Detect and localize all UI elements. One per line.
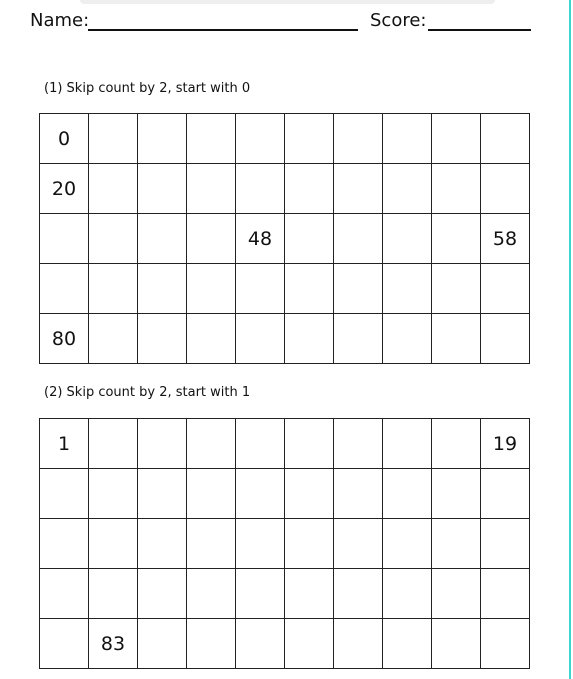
- grid-cell[interactable]: [285, 519, 334, 569]
- grid-cell[interactable]: [236, 619, 285, 669]
- grid-cell[interactable]: [236, 314, 285, 364]
- grid-cell[interactable]: [334, 469, 383, 519]
- grid-cell[interactable]: [138, 619, 187, 669]
- grid-cell[interactable]: [383, 519, 432, 569]
- grid-cell[interactable]: 19: [481, 419, 530, 469]
- grid-cell[interactable]: 48: [236, 214, 285, 264]
- grid-cell[interactable]: [89, 114, 138, 164]
- grid-cell[interactable]: [334, 519, 383, 569]
- grid-cell[interactable]: [187, 519, 236, 569]
- grid-cell[interactable]: [285, 419, 334, 469]
- grid-cell[interactable]: [236, 469, 285, 519]
- grid-cell[interactable]: [334, 214, 383, 264]
- grid-cell[interactable]: [432, 314, 481, 364]
- grid-cell[interactable]: [138, 569, 187, 619]
- grid-cell[interactable]: [285, 214, 334, 264]
- worksheet-header: [0, 0, 569, 40]
- grid-cell[interactable]: [481, 469, 530, 519]
- grid-cell[interactable]: [236, 419, 285, 469]
- grid-cell[interactable]: [236, 114, 285, 164]
- grid-row: [40, 619, 530, 669]
- grid-cell[interactable]: [334, 619, 383, 669]
- grid-cell[interactable]: [285, 469, 334, 519]
- section-2-instruction: (2) Skip count by 2, start with 1: [44, 385, 251, 400]
- grid-cell[interactable]: [285, 264, 334, 314]
- grid-cell[interactable]: [40, 264, 89, 314]
- grid-cell[interactable]: [432, 469, 481, 519]
- score-field-line[interactable]: [428, 29, 531, 31]
- grid-cell[interactable]: [383, 214, 432, 264]
- grid-cell[interactable]: [236, 164, 285, 214]
- grid-cell[interactable]: [138, 469, 187, 519]
- grid-row: [40, 164, 530, 214]
- grid-cell[interactable]: [40, 569, 89, 619]
- grid-cell[interactable]: [187, 314, 236, 364]
- grid-cell[interactable]: [334, 314, 383, 364]
- grid-row: [40, 264, 530, 314]
- grid-cell[interactable]: [40, 469, 89, 519]
- grid-cell[interactable]: [187, 619, 236, 669]
- grid-cell[interactable]: [334, 114, 383, 164]
- grid-cell[interactable]: [432, 619, 481, 669]
- grid-cell[interactable]: [89, 519, 138, 569]
- grid-cell[interactable]: [187, 114, 236, 164]
- grid-cell[interactable]: [187, 264, 236, 314]
- grid-row: [40, 314, 530, 364]
- grid-cell[interactable]: [383, 314, 432, 364]
- grid-cell[interactable]: [285, 114, 334, 164]
- grid-row: [40, 519, 530, 569]
- grid-cell[interactable]: 58: [481, 214, 530, 264]
- grid-cell[interactable]: [89, 469, 138, 519]
- grid-cell[interactable]: [432, 214, 481, 264]
- grid-cell[interactable]: [138, 114, 187, 164]
- grid-cell[interactable]: [432, 569, 481, 619]
- grid-cell[interactable]: [89, 314, 138, 364]
- grid-row: [40, 469, 530, 519]
- grid-cell[interactable]: [481, 619, 530, 669]
- grid-cell[interactable]: [138, 264, 187, 314]
- grid-row: [40, 114, 530, 164]
- grid-cell[interactable]: [334, 264, 383, 314]
- grid-cell[interactable]: [40, 519, 89, 569]
- grid-cell[interactable]: 1: [40, 419, 89, 469]
- grid-cell[interactable]: [89, 214, 138, 264]
- grid-row: [40, 569, 530, 619]
- grid-cell[interactable]: [187, 469, 236, 519]
- grid-cell[interactable]: [481, 519, 530, 569]
- section-1-instruction: (1) Skip count by 2, start with 0: [44, 81, 251, 96]
- grid-cell[interactable]: [187, 419, 236, 469]
- grid-cell[interactable]: [432, 419, 481, 469]
- grid-cell[interactable]: 20: [40, 164, 89, 214]
- grid-cell[interactable]: [236, 264, 285, 314]
- grid-cell[interactable]: [89, 569, 138, 619]
- grid-cell[interactable]: [285, 314, 334, 364]
- grid-cell[interactable]: [432, 519, 481, 569]
- grid-cell[interactable]: [89, 419, 138, 469]
- grid-cell[interactable]: [40, 214, 89, 264]
- grid-cell[interactable]: [383, 619, 432, 669]
- grid-cell[interactable]: [187, 164, 236, 214]
- grid-row: [40, 419, 530, 469]
- grid-cell[interactable]: [138, 164, 187, 214]
- grid-cell[interactable]: [481, 314, 530, 364]
- grid-cell[interactable]: 80: [40, 314, 89, 364]
- section-1-grid: [39, 113, 530, 364]
- grid-cell[interactable]: [285, 569, 334, 619]
- grid-cell[interactable]: [187, 569, 236, 619]
- grid-cell[interactable]: [383, 469, 432, 519]
- grid-cell[interactable]: [40, 619, 89, 669]
- grid-cell[interactable]: [89, 164, 138, 214]
- name-label: Name:: [30, 10, 90, 31]
- grid-cell[interactable]: 0: [40, 114, 89, 164]
- grid-cell[interactable]: [138, 519, 187, 569]
- grid-cell[interactable]: [89, 264, 138, 314]
- grid-cell[interactable]: [383, 569, 432, 619]
- section-2-grid: [39, 418, 530, 669]
- grid-cell[interactable]: [432, 114, 481, 164]
- grid-cell[interactable]: [187, 214, 236, 264]
- grid-cell[interactable]: [383, 264, 432, 314]
- grid-cell[interactable]: [432, 264, 481, 314]
- grid-cell[interactable]: [481, 264, 530, 314]
- grid-cell[interactable]: [481, 114, 530, 164]
- grid-cell[interactable]: [334, 164, 383, 214]
- grid-cell[interactable]: [334, 569, 383, 619]
- grid-cell[interactable]: [285, 619, 334, 669]
- grid-cell[interactable]: [285, 164, 334, 214]
- grid-row: [40, 214, 530, 264]
- grid-cell[interactable]: [138, 214, 187, 264]
- page-edge-line: [569, 0, 571, 679]
- grid-cell[interactable]: [138, 314, 187, 364]
- grid-cell[interactable]: [481, 569, 530, 619]
- grid-cell[interactable]: [236, 569, 285, 619]
- grid-cell[interactable]: [138, 419, 187, 469]
- grid-cell[interactable]: [432, 164, 481, 214]
- grid-cell[interactable]: [383, 164, 432, 214]
- grid-cell[interactable]: [383, 114, 432, 164]
- grid-cell[interactable]: 83: [89, 619, 138, 669]
- name-field-line[interactable]: [88, 29, 358, 31]
- grid-cell[interactable]: [334, 419, 383, 469]
- grid-cell[interactable]: [236, 519, 285, 569]
- grid-cell[interactable]: [481, 164, 530, 214]
- grid-cell[interactable]: [383, 419, 432, 469]
- score-label: Score:: [370, 10, 427, 31]
